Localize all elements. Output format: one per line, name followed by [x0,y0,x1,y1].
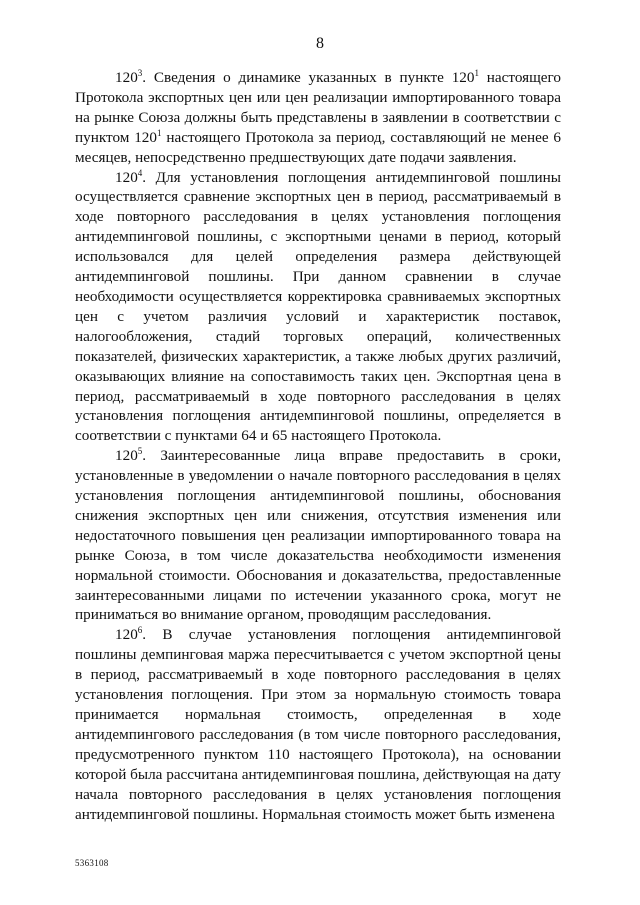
clause-number: 120 [115,168,138,186]
clause-superscript: 4 [137,167,143,178]
reference-superscript: 1 [157,127,162,138]
clause-number: 120 [115,69,138,86]
paragraph-120-5 [75,446,561,625]
paragraph-text: . Заинтересованные лица вправе предоставить в сроки, установленные в уведомлении о начале повторного расследования в целях установления поглощения антидемпинговой пошлины, обоснования снижения экспортных цен или снижения, отсутствия изменения или недостаточного повышения цен реализации импортированного товара на рынке Союза, в том числе доказательства необходимости изменения нормальной стоимости. Обоснования и доказательства, предоставленные заинтересованными лицами по истечении указанного срока, могут не приниматься во внимание органом, проводящим расследования. [75,447,561,624]
paragraph-text: . В случае установления поглощения антидемпинговой пошлины демпинговая маржа пересчитывается с учетом экспортной цены в период, рассматриваемый в ходе повторного расследования в целях установления поглощения. При этом за нормальную стоимость товара принимается нормальная стоимость, определенная в ходе антидемпингового расследования (в том числе повторного расследования, предусмотренного пунктом 110 настоящего Протокола), на основании которой была рассчитана антидемпинговая пошлина, действующая на дату начала повторного расследования в целях установления поглощения антидемпинговой пошлины. Нормальная стоимость может быть изменена [75,626,561,823]
page-number: 8 [316,35,324,52]
reference-superscript: 1 [474,68,479,78]
clause-superscript: 5 [137,446,143,457]
paragraph-120-4 [75,168,561,447]
clause-superscript: 3 [137,68,143,78]
paragraph-120-6 [75,625,561,824]
paragraph-text: . Сведения о динамике указанных в пункте 120 [142,69,475,86]
clause-number: 120 [115,626,138,644]
paragraph-text: . Для установления поглощения антидемпинговой пошлины осуществляется сравнение экспортных цен в период, рассматриваемый в ходе повторного расследования в целях установления поглощения антидемпинговой пошлины, с экспортными ценами в период, который использовался для целей определения размера действующей антидемпинговой пошлины. При данном сравнении в случае необходимости осуществляется корректировка сравниваемых экспортных цен с учетом различия условий и характеристик поставок, налогообложения, стадий торговых операций, количественных показателей, физических характеристик, а также любых других различий, оказывающих влияние на сопоставимость таких цен. Экспортная цена в период, рассматриваемый в ходе повторного расследования в целях установления поглощения антидемпинговой пошлины, определяется в соответствии с пунктами 64 и 65 настоящего Протокола. [75,168,561,445]
clause-number: 120 [115,447,138,465]
paragraph-text: настоящего Протокола экспортных цен или цен реализации импортированного товара на рынке Союза должны быть представлены в заявлении в соответствии с пунктом 120 [75,69,561,146]
paragraph-120-3 [75,68,561,168]
document-body [75,68,561,824]
paragraph-text: настоящего Протокола за период, составляющий не менее 6 месяцев, непосредственно предшествующих дате подачи заявления. [75,128,561,166]
document-code: 5363108 [75,858,109,868]
clause-superscript: 6 [137,625,143,636]
